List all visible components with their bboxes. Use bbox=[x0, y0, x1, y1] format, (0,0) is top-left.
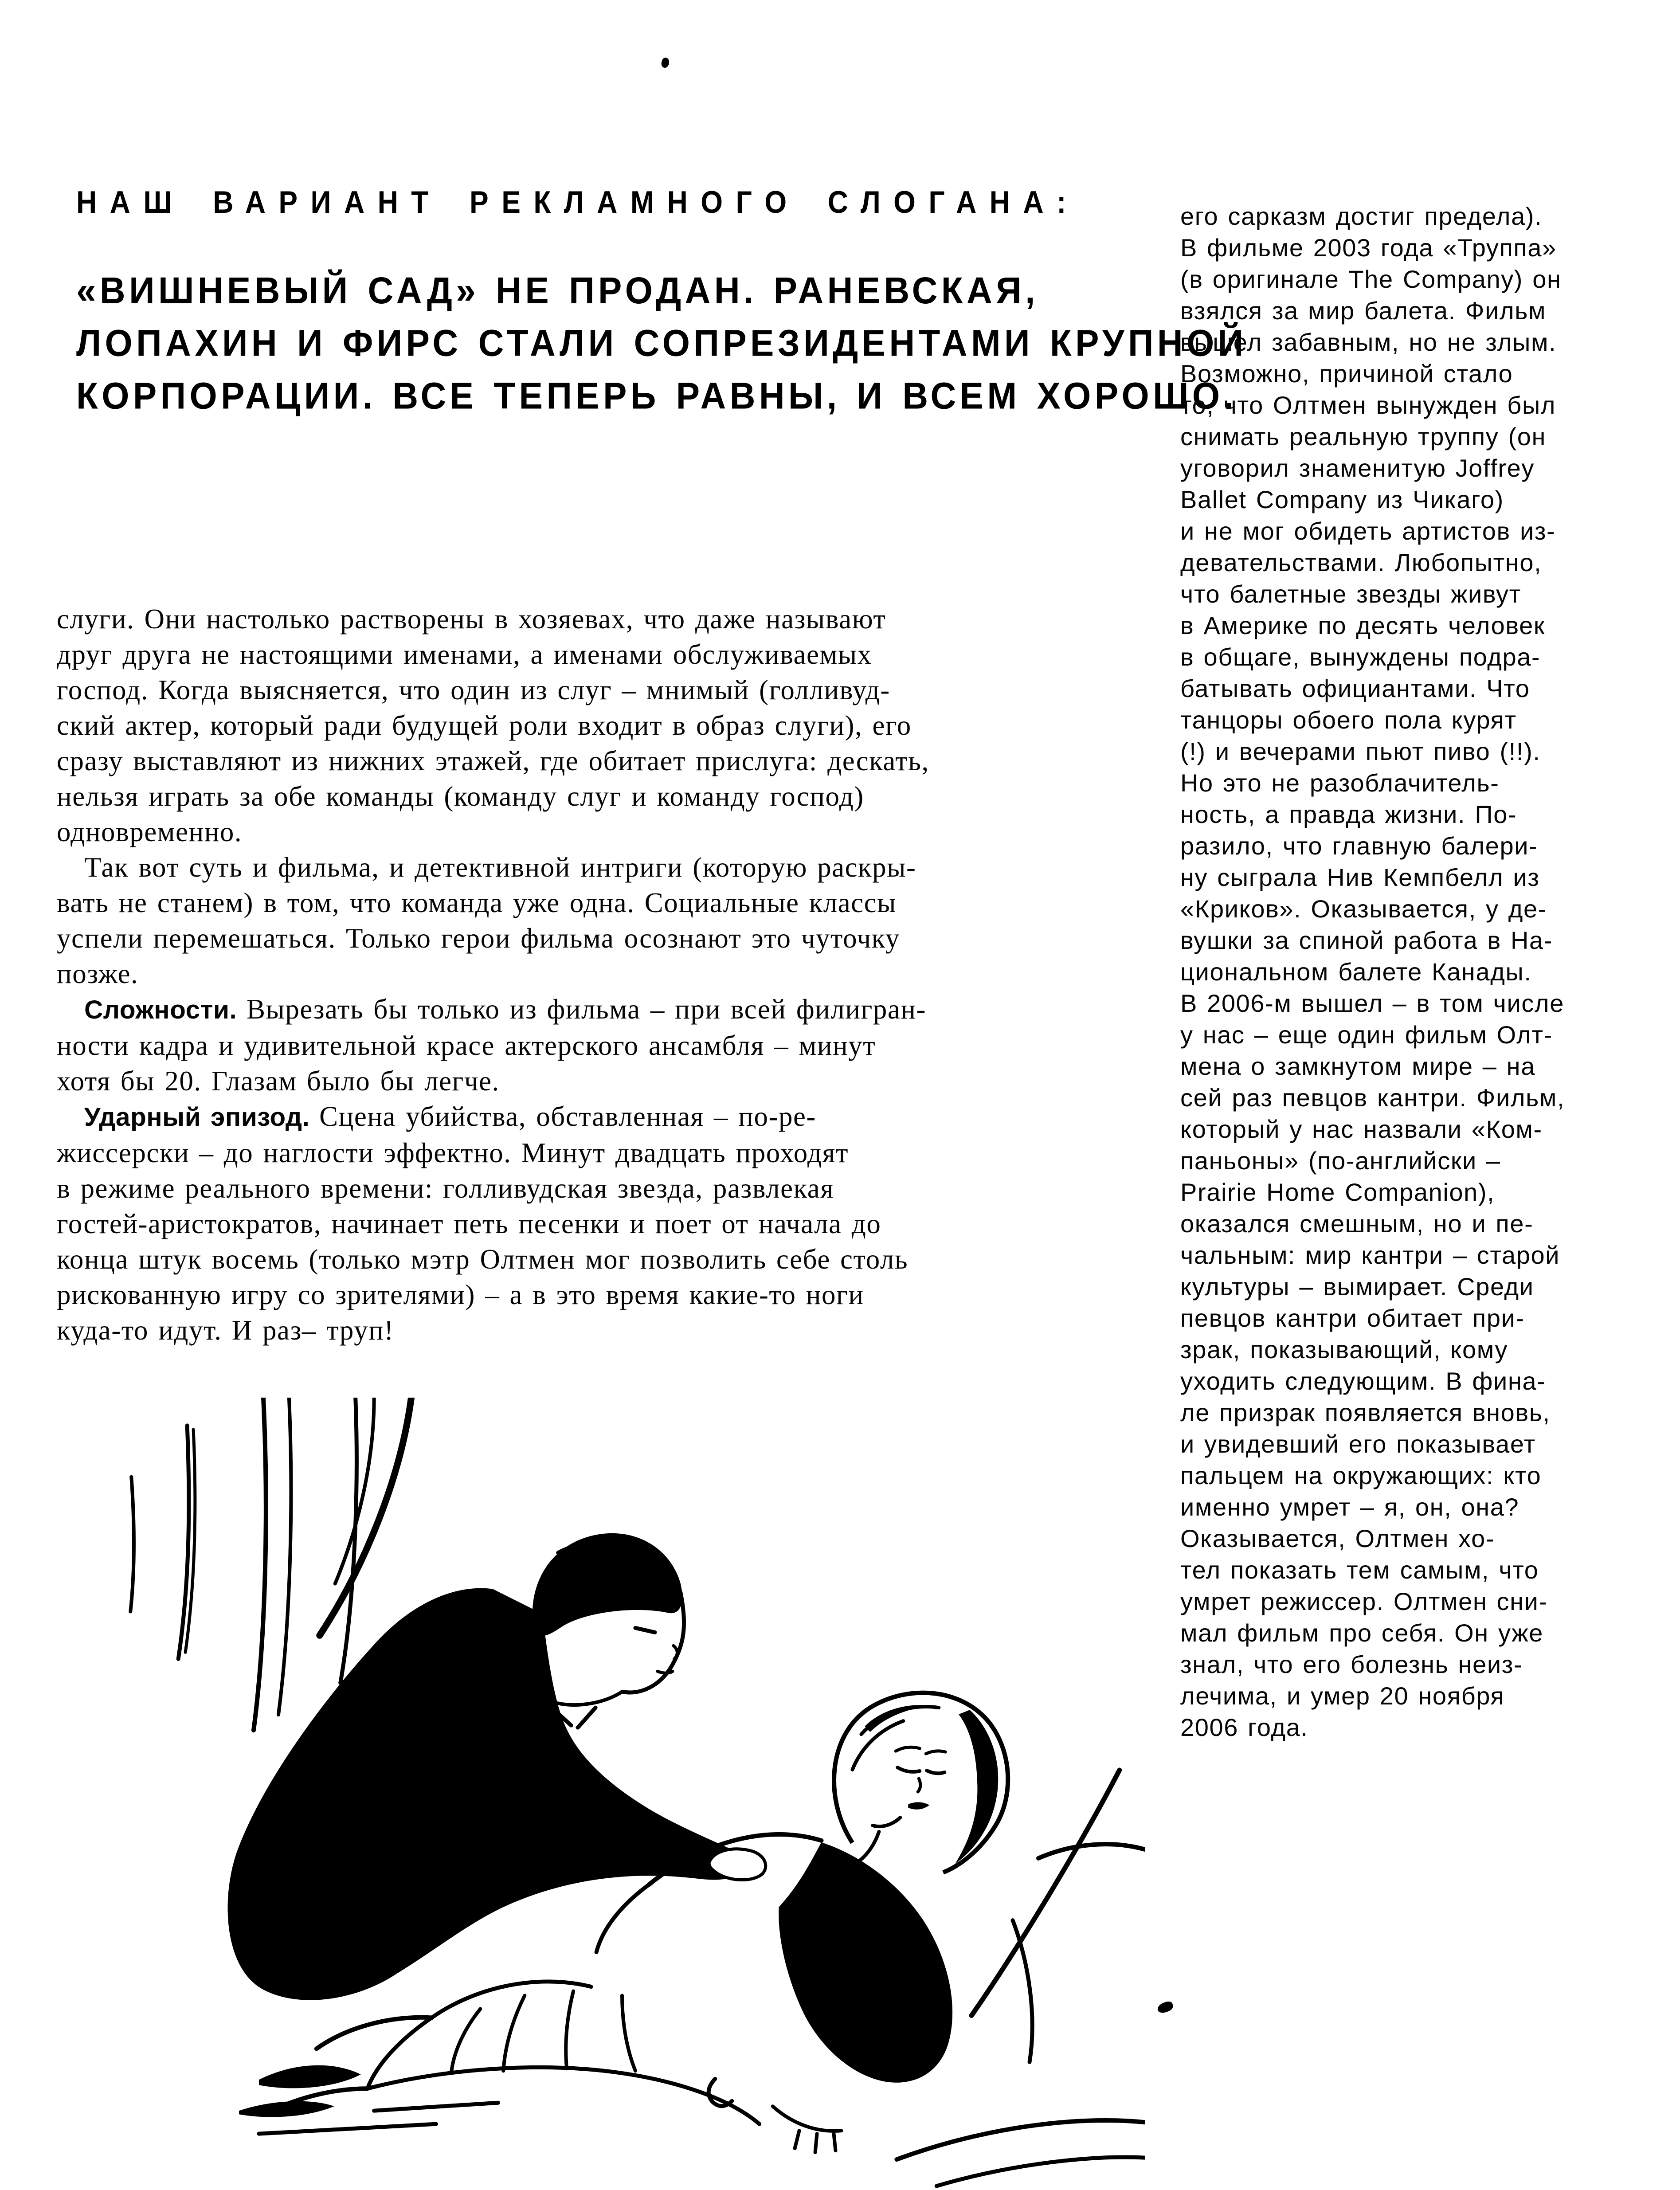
text-line: позже. bbox=[57, 958, 139, 989]
text-line: Ballet Company из Чикаго) bbox=[1180, 486, 1504, 513]
woman-dark-top bbox=[779, 1842, 952, 2083]
ink-speck bbox=[1156, 2000, 1174, 2014]
man-hand bbox=[709, 1849, 766, 1880]
text-line: танцоры обоего пола курят bbox=[1180, 706, 1517, 734]
text-line: который у нас назвали «Ком- bbox=[1180, 1115, 1543, 1143]
text-line: уходить следующим. В фина- bbox=[1180, 1367, 1546, 1395]
woman-lips bbox=[908, 1802, 929, 1809]
text-line: именно умрет – я, он, она? bbox=[1180, 1493, 1519, 1521]
text-line: уговорил знаменитую Joffrey bbox=[1180, 454, 1535, 482]
text-line: Но это не разоблачитель- bbox=[1180, 769, 1500, 797]
text-line: Возможно, причиной стало bbox=[1180, 360, 1513, 388]
ink-speck bbox=[660, 57, 670, 68]
text-line: что балетные звезды живут bbox=[1180, 580, 1521, 608]
text-line: ский актер, который ради будущей роли входит в образ слуги), его bbox=[57, 710, 912, 741]
text-line: мена о замкнутом мире – на bbox=[1180, 1052, 1535, 1080]
text-line: тел показать тем самым, что bbox=[1180, 1556, 1539, 1584]
text-line: одновременно. bbox=[57, 816, 243, 847]
text-line: и не мог обидеть артистов из- bbox=[1180, 517, 1556, 545]
text-line: друг друга не настоящими именами, а именами обслуживаемых bbox=[57, 639, 872, 670]
paragraph bbox=[57, 1099, 929, 1348]
text-line: знал, что его болезнь неиз- bbox=[1180, 1650, 1523, 1678]
text-line: и увидевший его показывает bbox=[1180, 1430, 1536, 1458]
text-line: ность, а правда жизни. По- bbox=[1180, 800, 1517, 828]
text-line: гостей-аристократов, начинает петь песенки и поет от начала до bbox=[57, 1208, 881, 1239]
man-suit bbox=[228, 1588, 747, 2000]
text-line: лечима, и умер 20 ноября bbox=[1180, 1682, 1505, 1710]
left-column bbox=[57, 601, 929, 1348]
text-line: В фильме 2003 года «Труппа» bbox=[1180, 234, 1557, 262]
text-line: ле призрак появляется вновь, bbox=[1180, 1399, 1551, 1426]
text-line: КОРПОРАЦИИ. ВСЕ ТЕПЕРЬ РАВНЫ, И ВСЕМ ХОРОШО. bbox=[76, 375, 1237, 417]
text-line: взялся за мир балета. Фильм bbox=[1180, 297, 1547, 325]
text-line: конца штук восемь (только мэтр Олтмен мог позволить себе столь bbox=[57, 1244, 909, 1275]
text-line: рискованную игру со зрителями) – а в это время какие-то ноги bbox=[57, 1279, 864, 1310]
paragraph bbox=[57, 991, 929, 1099]
text-line: культуры – вымирает. Среди bbox=[1180, 1273, 1534, 1301]
text-line: батывать официантами. Что bbox=[1180, 674, 1530, 702]
woman-fringe bbox=[865, 1705, 932, 1732]
text-line: снимать реальную труппу (он bbox=[1180, 423, 1547, 451]
woman-face-lines bbox=[852, 1707, 945, 1863]
text-line: сразу выставляют из нижних этажей, где обитает прислуга: дескать, bbox=[57, 745, 929, 776]
text-line: Оказывается, Олтмен хо- bbox=[1180, 1524, 1495, 1552]
text-line: чальным: мир кантри – старой bbox=[1180, 1241, 1560, 1269]
text-line: 2006 года. bbox=[1180, 1713, 1308, 1741]
text-line: (!) и вечерами пьют пиво (!!). bbox=[1180, 737, 1541, 765]
text-line: В 2006-м вышел – в том числе bbox=[1180, 989, 1564, 1017]
text-line: девательствами. Любопытно, bbox=[1180, 548, 1542, 576]
text-line: «Криков». Оказывается, у де- bbox=[1180, 895, 1547, 923]
text-line: Сложности. Вырезать бы только из фильма – при всей филигран- bbox=[84, 994, 927, 1025]
text-line: Ударный эпизод. Сцена убийства, обставленная – по-ре- bbox=[84, 1101, 816, 1132]
text-line: нельзя играть за обе команды (команду слуг и команду господ) bbox=[57, 781, 864, 812]
text-line: то, что Олтмен вынужден был bbox=[1180, 391, 1556, 419]
text-line: хотя бы 20. Глазам было бы легче. bbox=[57, 1066, 500, 1097]
man-hair bbox=[533, 1533, 682, 1636]
text-line: разило, что главную балери- bbox=[1180, 832, 1538, 860]
text-line: в Америке по десять человек bbox=[1180, 611, 1545, 639]
text-line: умрет режиссер. Олтмен сни- bbox=[1180, 1587, 1548, 1615]
text-line: вышел забавным, но не злым. bbox=[1180, 328, 1557, 356]
woman-hand-lines bbox=[773, 2106, 842, 2152]
woman-hair-shade bbox=[955, 1710, 998, 1864]
text-line: ЛОПАХИН И ФИРС СТАЛИ СОПРЕЗИДЕНТАМИ КРУПНОЙ bbox=[76, 322, 1247, 364]
run-in-heading: Сложности. bbox=[84, 995, 247, 1024]
run-in-heading: Ударный эпизод. bbox=[84, 1103, 320, 1132]
illustration bbox=[125, 1398, 1145, 2190]
text-line: успели перемешаться. Только герои фильма осознают это чуточку bbox=[57, 923, 900, 954]
text-line: певцов кантри обитает при- bbox=[1180, 1304, 1525, 1332]
text-line: зрак, показывающий, кому bbox=[1180, 1336, 1508, 1363]
text-line: мал фильм про себя. Он уже bbox=[1180, 1619, 1543, 1647]
text-line: пальцем на окружающих: кто bbox=[1180, 1461, 1542, 1489]
text-line: у нас – еще один фильм Олт- bbox=[1180, 1021, 1553, 1049]
text-line: Prairie Home Companion), bbox=[1180, 1178, 1495, 1206]
text-line: господ. Когда выясняется, что один из слуг – мнимый (голливуд- bbox=[57, 674, 890, 705]
headline-kicker: НАШ ВАРИАНТ РЕКЛАМНОГО СЛОГАНА: bbox=[76, 184, 1079, 220]
text-line: вать не станем) в том, что команда уже одна. Социальные классы bbox=[57, 887, 897, 918]
headline-slogan bbox=[76, 264, 1247, 422]
text-line: сей раз певцов кантри. Фильм, bbox=[1180, 1084, 1565, 1112]
text-line: куда-то идут. И раз– труп! bbox=[57, 1315, 394, 1346]
paragraph bbox=[57, 601, 929, 850]
shadow-blob bbox=[239, 2101, 334, 2117]
text-line: вушки за спиной работа в На- bbox=[1180, 926, 1553, 954]
right-column bbox=[1180, 200, 1565, 1743]
text-line: циональном балете Канады. bbox=[1180, 958, 1532, 986]
skirt-lines bbox=[272, 1982, 760, 2124]
text-line: ну сыграла Нив Кемпбелл из bbox=[1180, 863, 1540, 891]
text-line: паньоны» (по-английски – bbox=[1180, 1147, 1501, 1175]
text-line: оказался смешным, но и пе- bbox=[1180, 1210, 1534, 1238]
text-line: Так вот суть и фильма, и детективной интриги (которую раскры- bbox=[84, 852, 916, 883]
text-line: ности кадра и удивительной красе актерского ансамбля – минут bbox=[57, 1030, 876, 1061]
paragraph bbox=[57, 850, 929, 991]
text-line: в общаге, вынуждены подра- bbox=[1180, 643, 1541, 671]
text-line: слуги. Они настолько растворены в хозяевах, что даже называют bbox=[57, 603, 886, 635]
text-line: жиссерски – до наглости эффектно. Минут двадцать проходят bbox=[57, 1137, 849, 1168]
shadow-blob bbox=[259, 2065, 361, 2088]
text-line: «ВИШНЕВЫЙ САД» НЕ ПРОДАН. РАНЕВСКАЯ, bbox=[76, 269, 1039, 311]
text-line: в режиме реального времени: голливудская звезда, развлекая bbox=[57, 1173, 834, 1204]
text-line: (в оригинале The Company) он bbox=[1180, 265, 1562, 293]
text-line: его сарказм достиг предела). bbox=[1180, 202, 1543, 230]
